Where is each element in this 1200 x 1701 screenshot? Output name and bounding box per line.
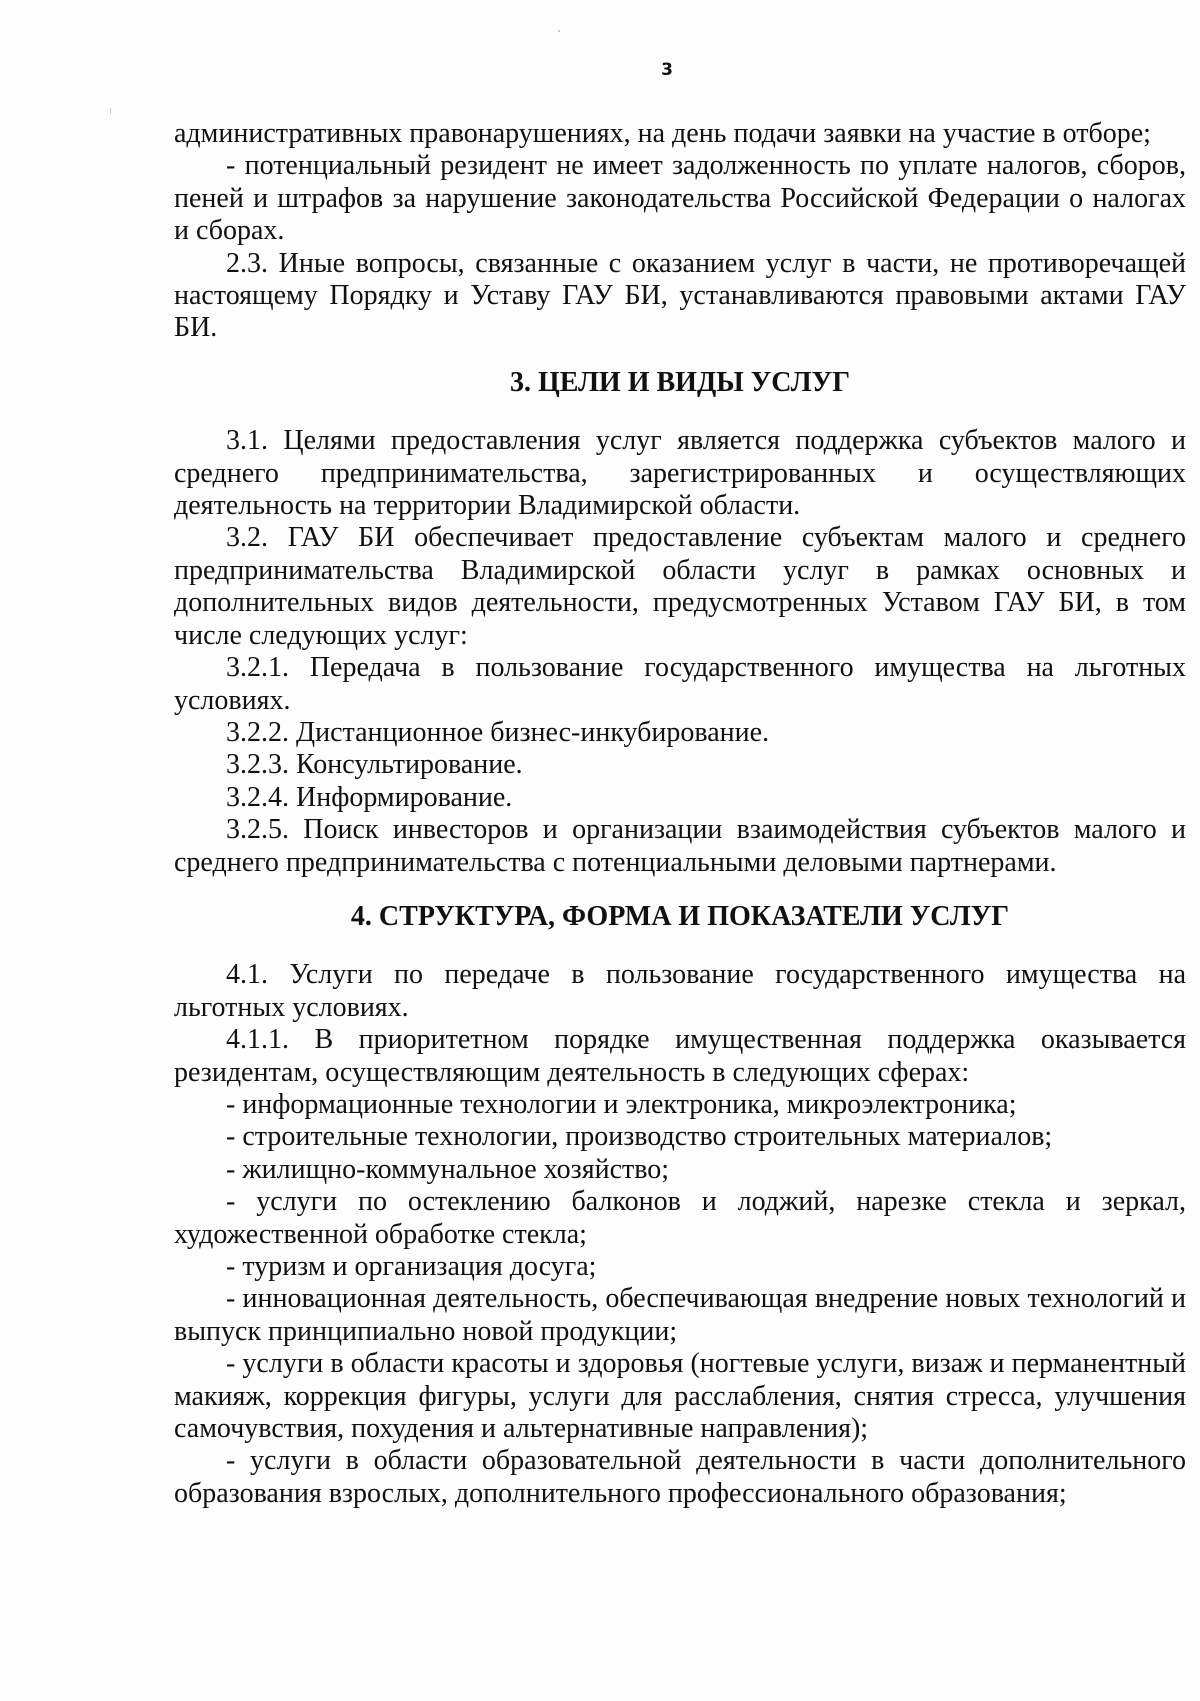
scan-mark-left (110, 108, 111, 114)
paragraph: 3.2.5. Поиск инвесторов и организации взаимодействия субъектов малого и среднего предпринимательства с потенциальными деловыми партнерами. (174, 814, 1186, 878)
scan-mark-top (558, 30, 560, 32)
paragraph: 3.2. ГАУ БИ обеспечивает предоставление субъектам малого и среднего предпринимательства Владимирской области услуг в рамках основных и дополнительных видов деятельности, предусмотренных Уставом ГАУ БИ, в том числе следующих услуг: (174, 522, 1186, 651)
paragraph: административных правонарушениях, на день подачи заявки на участие в отборе; (174, 118, 1151, 149)
paragraph: - потенциальный резидент не имеет задолженность по уплате налогов, сборов, пеней и штрафов за нарушение законодательства Российской Федерации о налогах и сборах. (174, 150, 1186, 247)
paragraph: - услуги в области образовательной деятельности в части дополнительного образования взрослых, дополнительного профессионального образования; (174, 1445, 1186, 1509)
paragraph: - туризм и организация досуга; (226, 1251, 597, 1282)
paragraph: 3.2.4. Информирование. (226, 781, 513, 813)
paragraph: - информационные технологии и электроника, микроэлектроника; (226, 1088, 1017, 1120)
page-number: 3 (661, 60, 673, 80)
paragraph: 3.2.1. Передача в пользование государственного имущества на льготных условиях. (174, 652, 1186, 716)
paragraph: 4.1.1. В приоритетном порядке имущественная поддержка оказывается резидентам, осуществляющим деятельность в следующих сферах: (174, 1024, 1186, 1088)
paragraph: - строительные технологии, производство строительных материалов; (226, 1121, 1053, 1153)
paragraph: 2.3. Иные вопросы, связанные с оказанием услуг в части, не противоречащей настоящему Порядку и Уставу ГАУ БИ, устанавливаются правовыми актами ГАУ БИ. (174, 247, 1186, 344)
section-heading: 4. СТРУКТУРА, ФОРМА И ПОКАЗАТЕЛИ УСЛУГ (350, 900, 1010, 932)
section-heading: 3. ЦЕЛИ И ВИДЫ УСЛУГ (509, 366, 851, 398)
document-body (174, 118, 1186, 1510)
paragraph: - жилищно-коммунальное хозяйство; (226, 1153, 670, 1185)
paragraph: 3.1. Целями предоставления услуг является поддержка субъектов малого и среднего предпринимательства, зарегистрированных и осуществляющих деятельность на территории Владимирской области. (174, 425, 1186, 522)
paragraph: 3.2.3. Консультирование. (226, 749, 523, 781)
paragraph: 3.2.2. Дистанционное бизнес-инкубирование. (226, 716, 770, 748)
paragraph: - услуги в области красоты и здоровья (ногтевые услуги, визаж и перманентный макияж, коррекция фигуры, услуги для расслабления, снятия стресса, улучшения самочувствия, похудения и альтернативные направления); (174, 1348, 1186, 1445)
paragraph: - услуги по остеклению балконов и лоджий, нарезке стекла и зеркал, художественной обработке стекла; (174, 1186, 1186, 1250)
paragraph: - инновационная деятельность, обеспечивающая внедрение новых технологий и выпуск принципиально новой продукции; (174, 1283, 1186, 1347)
paragraph: 4.1. Услуги по передаче в пользование государственного имущества на льготных условиях. (174, 959, 1186, 1023)
